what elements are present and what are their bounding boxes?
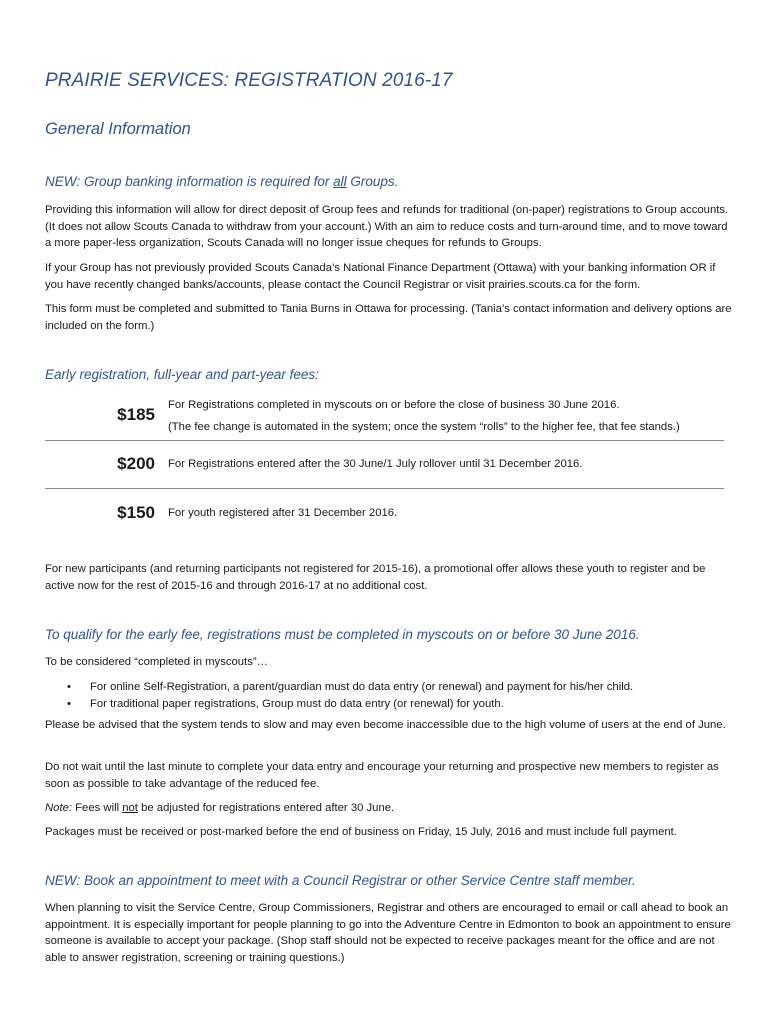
early-fee-note: Note: Fees will not be adjusted for registrations entered after 30 June. — [45, 802, 395, 814]
banking-heading — [45, 174, 398, 189]
fee-divider — [45, 488, 724, 489]
fee-desc-early-line1: For Registrations completed in myscouts on or before the close of business 30 June 2016. — [168, 399, 620, 411]
fees-heading: Early registration, full-year and part-year fees: — [45, 367, 319, 382]
early-fee-paragraph-2: Do not wait until the last minute to complete your data entry and encourage your returning and prospective new members to register as soon as possible to take advantage of the reduced fee. — [45, 761, 719, 790]
early-fee-intro: To be considered “completed in myscouts”… — [45, 656, 268, 668]
promo-paragraph: For new participants (and returning participants not registered for 2015-16), a promotional offer allows these youth to register and be active now for the rest of 2015-16 and through 2016-17 at no additional cost. — [45, 563, 706, 592]
fee-desc-early-line2: (The fee change is automated in the system; once the system “rolls” to the higher fee, that fee stands.) — [168, 420, 680, 433]
fee-desc-part: For youth registered after 31 December 2016. — [168, 507, 398, 519]
fee-desc-full: For Registrations entered after the 30 June/1 July rollover until 31 December 2016. — [168, 458, 583, 470]
bullet-icon: • — [67, 697, 71, 710]
appointment-paragraph: When planning to visit the Service Centre, Group Commissioners, Registrar and others are encouraged to email or call ahead to book an appointment. It is especially important for people planning to go into the Adventure Centre in Edmonton to book an appointment to ensure someone is available to accept your package. (Shop staff should not be expected to receive packages meant for the office and are not able to answer registration, screening or training questions.) — [45, 902, 731, 964]
list-item: • For online Self-Registration, a parent/guardian must do data entry (or renewal) and payment for his/her child. — [45, 679, 633, 696]
early-fee-paragraph-1: Please be advised that the system tends to slow and may even become inaccessible due to the high volume of users at the end of June. — [45, 719, 726, 731]
early-fee-heading: To qualify for the early fee, registrations must be completed in myscouts on or before 30 June 2016. — [45, 627, 640, 642]
banking-heading-suffix: Groups. — [346, 174, 399, 189]
banking-paragraph-1: Providing this information will allow for direct deposit of Group fees and refunds for traditional (on-paper) registrations to Group accounts. (It does not allow Scouts Canada to withdraw from your account.) With an aim to reduce costs and turn-around time, and to move toward a more paper-less organization, Scouts Canada will no longer issue cheques for refunds to Groups. — [45, 204, 729, 249]
early-fee-paragraph-3: Packages must be received or post-marked before the end of business on Friday, 15 July, 2016 and must include full payment. — [45, 826, 677, 838]
fee-divider — [45, 440, 724, 441]
early-fee-bullets — [45, 679, 633, 712]
fee-amount-part: $150 — [117, 503, 155, 522]
banking-heading-prefix: NEW: Group banking information is required for — [45, 174, 334, 189]
fee-desc-early — [168, 397, 680, 435]
appointment-heading: NEW: Book an appointment to meet with a Council Registrar or other Service Centre staff member. — [45, 873, 636, 888]
list-item: • For traditional paper registrations, Group must do data entry (or renewal) for youth. — [45, 696, 633, 713]
note-label: Note: — [45, 802, 73, 814]
page-title: PRAIRIE SERVICES: REGISTRATION 2016-17 — [45, 70, 453, 91]
bullet-icon: • — [67, 681, 71, 693]
general-info-heading: General Information — [45, 120, 191, 138]
banking-heading-underlined: all — [333, 174, 347, 189]
fee-amount-early: $185 — [117, 405, 155, 424]
banking-paragraph-2: If your Group has not previously provided Scouts Canada’s National Finance Department (Ottawa) with your banking information OR if you have recently changed banks/accounts, please contact the Council Registrar or visit prairies.scouts.ca for the form. — [45, 262, 716, 291]
banking-paragraph-3: This form must be completed and submitted to Tania Burns in Ottawa for processing. (Tania’s contact information and delivery options are included on the form.) — [45, 303, 732, 332]
fee-amount-full: $200 — [117, 454, 155, 473]
